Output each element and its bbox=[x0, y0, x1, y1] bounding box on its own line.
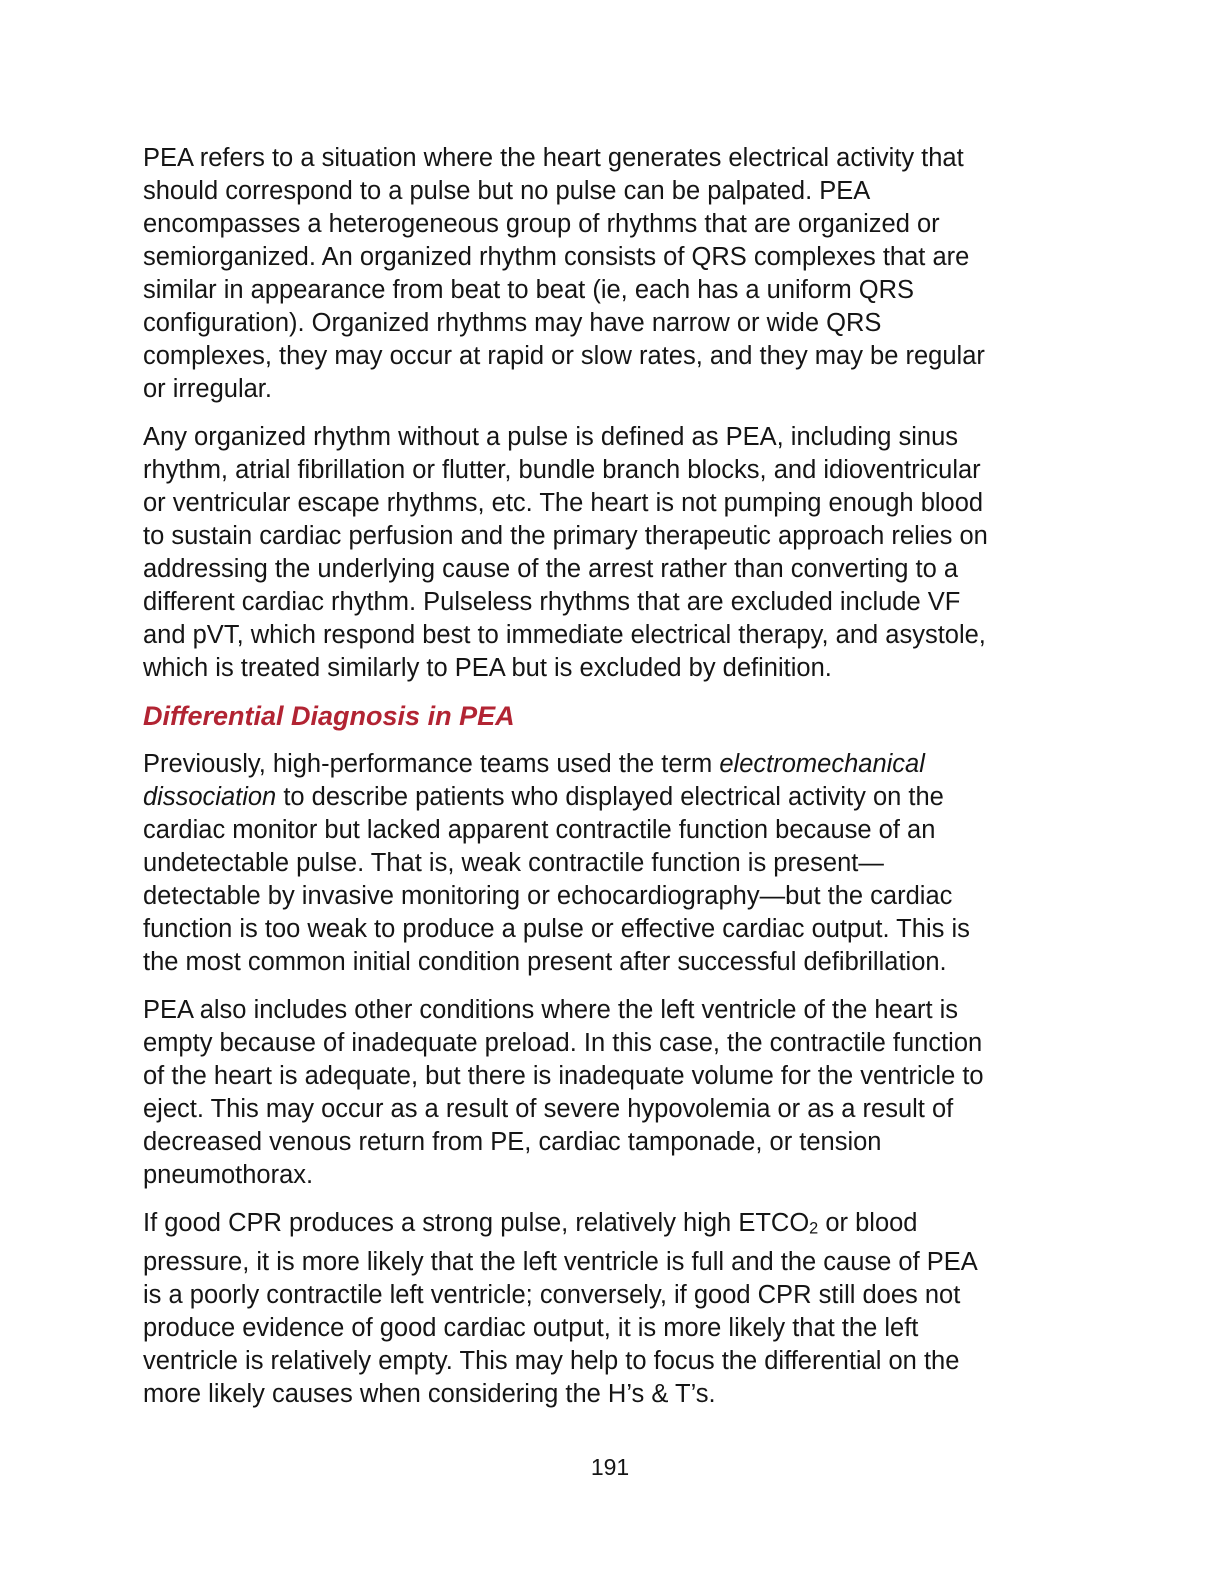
text-line bbox=[143, 1060, 1093, 1093]
text-line bbox=[143, 1246, 1093, 1279]
text-line bbox=[143, 307, 1093, 340]
body-text: empty because of inadequate preload. In this case, the contractile function bbox=[143, 1029, 983, 1057]
text-line bbox=[143, 586, 1093, 619]
text-line bbox=[143, 781, 1093, 814]
text-line bbox=[143, 913, 1093, 946]
body-text: cardiac monitor but lacked apparent contractile function because of an bbox=[143, 816, 936, 844]
italic-text: electromechanical bbox=[719, 750, 925, 778]
body-text: function is too weak to produce a pulse or effective cardiac output. This is bbox=[143, 915, 970, 943]
body-text: Previously, high-performance teams used the term bbox=[143, 750, 720, 778]
text-line bbox=[143, 652, 1093, 685]
body-text: semiorganized. An organized rhythm consists of QRS complexes that are bbox=[143, 243, 970, 271]
text-line bbox=[143, 1126, 1093, 1159]
body-text: and pVT, which respond best to immediate electrical therapy, and asystole, bbox=[143, 621, 986, 649]
text-line bbox=[143, 946, 1093, 979]
text-line bbox=[143, 175, 1093, 208]
body-text: addressing the underlying cause of the arrest rather than converting to a bbox=[143, 555, 959, 583]
text-line bbox=[143, 208, 1093, 241]
body-text: more likely causes when considering the H’s & T’s. bbox=[143, 1379, 716, 1408]
paragraph bbox=[143, 748, 1093, 979]
paragraph bbox=[143, 421, 1093, 685]
italic-text: dissociation bbox=[143, 783, 277, 811]
text-line bbox=[143, 880, 1093, 913]
text-line bbox=[143, 487, 1093, 520]
text-line bbox=[143, 814, 1093, 847]
body-text: rhythm, atrial fibrillation or flutter, bundle branch blocks, and idioventricular bbox=[143, 456, 981, 484]
body-text: PEA also includes other conditions where the left ventricle of the heart is bbox=[143, 996, 959, 1024]
text-line bbox=[143, 994, 1093, 1027]
paragraph bbox=[143, 994, 1093, 1192]
body-text: similar in appearance from beat to beat (ie, each has a uniform QRS bbox=[143, 276, 915, 304]
body-text: is a poorly contractile left ventricle; conversely, if good CPR still does not bbox=[143, 1280, 961, 1309]
body-text: pneumothorax. bbox=[143, 1161, 314, 1189]
body-text: complexes, they may occur at rapid or slow rates, and they may be regular bbox=[143, 342, 985, 370]
text-line bbox=[143, 553, 1093, 586]
body-text: pressure, it is more likely that the left ventricle is full and the cause of PEA bbox=[143, 1247, 978, 1276]
text-line bbox=[143, 340, 1093, 373]
text-line bbox=[143, 1378, 1093, 1411]
body-text: undetectable pulse. That is, weak contractile function is present— bbox=[143, 849, 884, 877]
section-heading: Differential Diagnosis in PEA bbox=[143, 701, 515, 731]
text-line bbox=[143, 619, 1093, 652]
body-text: to sustain cardiac perfusion and the primary therapeutic approach relies on bbox=[143, 522, 988, 550]
body-text: decreased venous return from PE, cardiac tamponade, or tension bbox=[143, 1128, 882, 1156]
body-text: the most common initial condition present after successful defibrillation. bbox=[143, 948, 947, 976]
paragraph bbox=[143, 142, 1093, 406]
body-text: PEA refers to a situation where the heart generates electrical activity that bbox=[143, 144, 964, 172]
text-line bbox=[143, 373, 1093, 406]
paragraph bbox=[143, 1207, 1093, 1411]
body-text: or blood bbox=[818, 1209, 918, 1237]
body-text: configuration). Organized rhythms may have narrow or wide QRS bbox=[143, 309, 882, 337]
body-text: different cardiac rhythm. Pulseless rhythms that are excluded include VF bbox=[143, 588, 961, 616]
body-text: eject. This may occur as a result of severe hypovolemia or as a result of bbox=[143, 1095, 954, 1123]
text-line bbox=[143, 748, 1093, 781]
page-number: 191 bbox=[590, 1454, 630, 1480]
body-text: or irregular. bbox=[143, 375, 272, 403]
text-line bbox=[143, 142, 1093, 175]
body-text: or ventricular escape rhythms, etc. The heart is not pumping enough blood bbox=[143, 489, 984, 517]
body-text: encompasses a heterogeneous group of rhythms that are organized or bbox=[143, 210, 940, 238]
text-line bbox=[143, 1159, 1093, 1192]
body-text: Any organized rhythm without a pulse is defined as PEA, including sinus bbox=[143, 423, 959, 451]
text-line bbox=[143, 520, 1093, 553]
text-line bbox=[143, 1093, 1093, 1126]
text-line bbox=[143, 1279, 1093, 1312]
text-line bbox=[143, 1345, 1093, 1378]
text-line bbox=[143, 1027, 1093, 1060]
text-line bbox=[143, 241, 1093, 274]
body-text: ventricle is relatively empty. This may help to focus the differential on the bbox=[143, 1346, 960, 1375]
text-line bbox=[143, 454, 1093, 487]
text-line bbox=[143, 421, 1093, 454]
body-text: detectable by invasive monitoring or echocardiography—but the cardiac bbox=[143, 882, 953, 910]
body-text: which is treated similarly to PEA but is excluded by definition. bbox=[143, 654, 832, 682]
body-text: of the heart is adequate, but there is inadequate volume for the ventricle to bbox=[143, 1062, 984, 1090]
text-line bbox=[143, 274, 1093, 307]
text-line bbox=[143, 1207, 1093, 1246]
subscript-text: 2 bbox=[809, 1219, 819, 1238]
text-line bbox=[143, 1312, 1093, 1345]
page-body-text bbox=[143, 142, 1093, 1426]
body-text: to describe patients who displayed electrical activity on the bbox=[276, 783, 944, 811]
body-text: should correspond to a pulse but no pulse can be palpated. PEA bbox=[143, 177, 871, 205]
text-line bbox=[143, 847, 1093, 880]
body-text: If good CPR produces a strong pulse, relatively high ETCO bbox=[143, 1209, 810, 1237]
body-text: produce evidence of good cardiac output, it is more likely that the left bbox=[143, 1313, 919, 1342]
